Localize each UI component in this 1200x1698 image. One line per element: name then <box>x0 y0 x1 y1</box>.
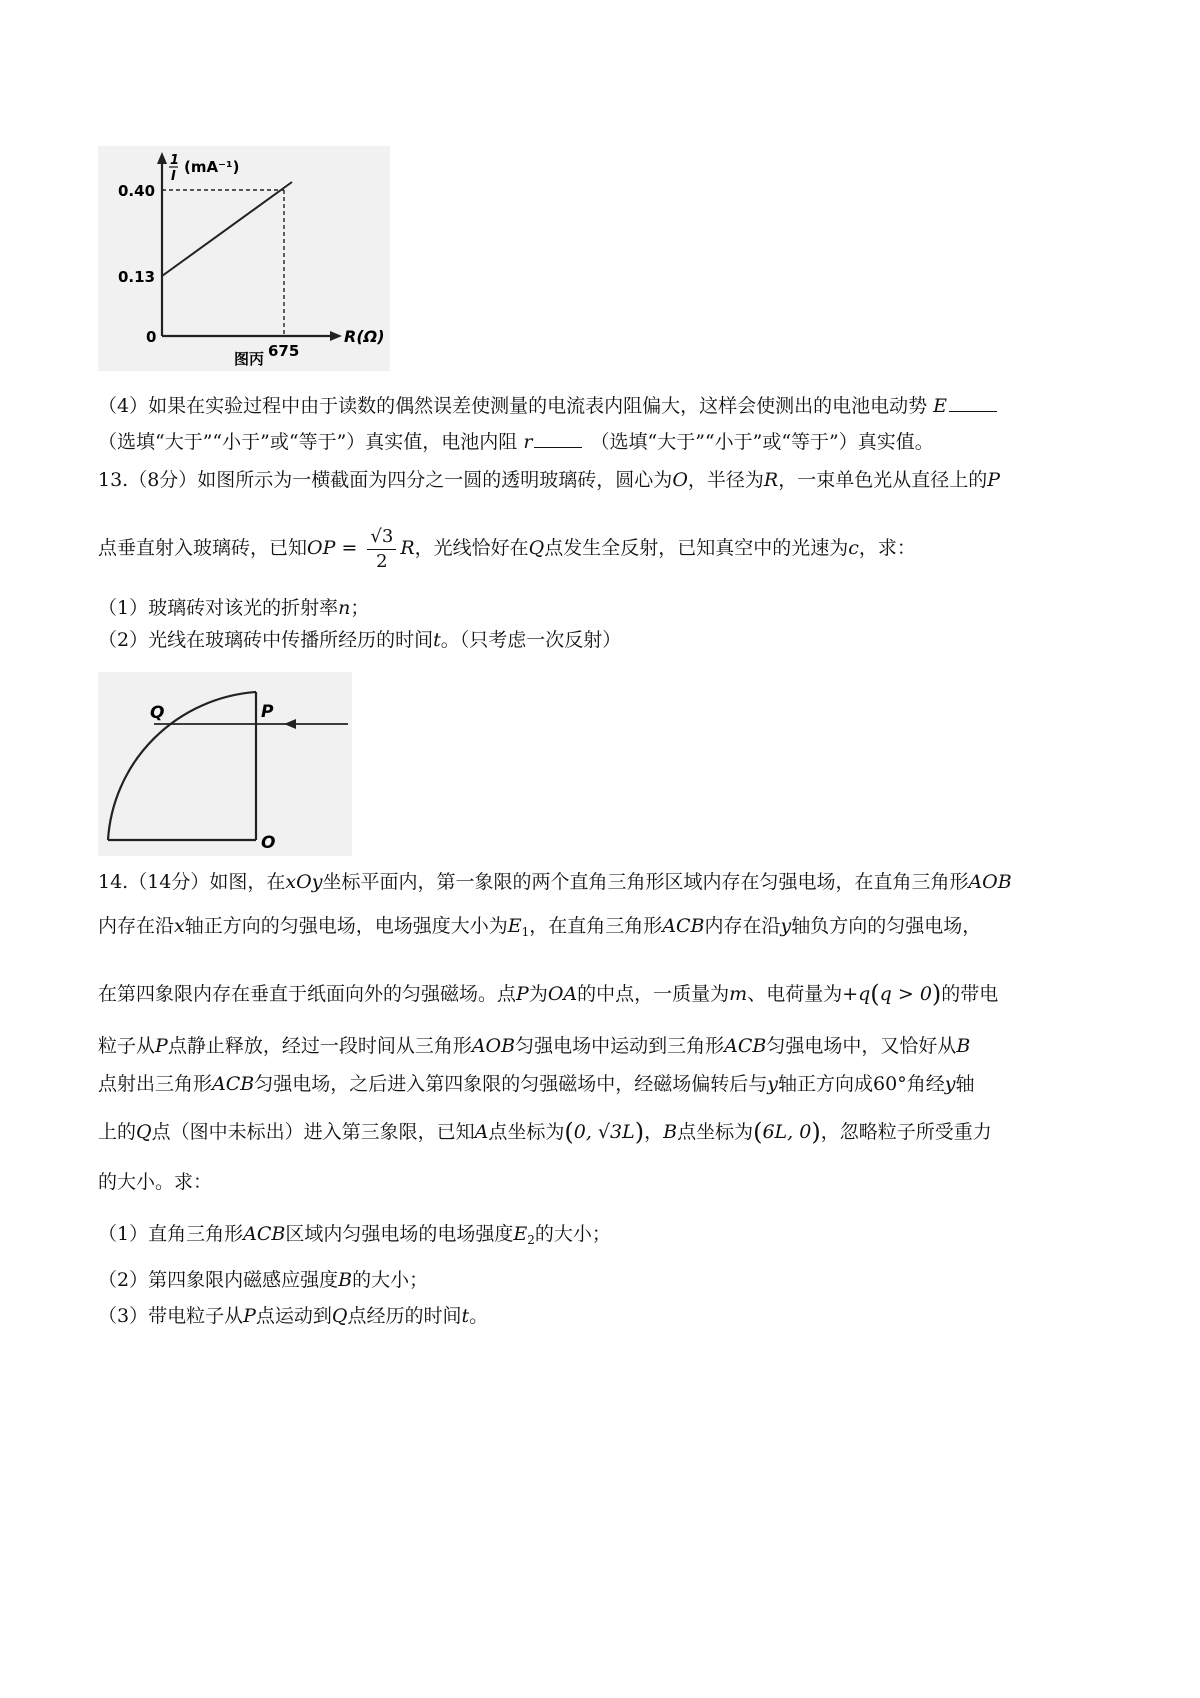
y-axis-arrow <box>157 152 167 164</box>
q14-line7: 的大小。求： <box>98 1171 213 1193</box>
figure-caption: 图丙 <box>234 350 265 368</box>
inverse-current-vs-resistance-graph <box>98 146 390 371</box>
q12-part4-line1: （4）如果在实验过程中由于读数的偶然误差使测量的电流表内阻偏大，这样会使测出的电池电动势 E <box>98 392 999 420</box>
glass-brick-figure <box>98 672 352 856</box>
q14-line1: 14.（14分）如图，在xOy坐标平面内，第一象限的两个直角三角形区域内存在匀强电场，在直角三角形AOB <box>98 871 1012 893</box>
q14-sub1: （1）直角三角形ACB区域内匀强电场的电场强度$E_2$的大小； <box>98 1223 611 1247</box>
y-tick-top: 0.40 <box>118 182 156 200</box>
y-axis-frac-den: I <box>171 169 176 184</box>
ray-arrow <box>284 719 296 729</box>
y-axis-frac-num: 1 <box>170 153 180 168</box>
q14-sub3: （3）带电粒子从P点运动到Q点经历的时间t。 <box>98 1305 489 1327</box>
q14-line6: 上的Q点（图中未标出）进入第三象限，已知A点坐标为(0, √3L)，B点坐标为(6L, 0)，忽略粒子所受重力 <box>98 1118 992 1146</box>
x-axis-label: R(Ω) <box>344 327 385 346</box>
label-P: P <box>261 702 274 722</box>
q14-sub2: （2）第四象限内磁感应强度B的大小； <box>98 1269 429 1291</box>
origin-label: 0 <box>146 328 157 346</box>
q12-part4-line2: （选填“大于”“小于”或“等于”）真实值，电池内阻 r （选填“大于”“小于”或“等于”）真实值。 <box>98 431 934 453</box>
y-tick-mid: 0.13 <box>118 268 156 286</box>
q13-line2: 点垂直射入玻璃砖，已知OP = $\frac{√3}{2}$ R，光线恰好在Q点发生全反射，已知真空中的光速为c，求： <box>98 525 916 572</box>
quarter-circle-arc <box>108 692 256 840</box>
q14-line3: 在第四象限内存在垂直于纸面向外的匀强磁场。点P为OA的中点，一质量为m、电荷量为+q(q > 0)的带电 <box>98 980 999 1008</box>
graph-figure <box>98 146 390 371</box>
label-O: O <box>261 833 276 853</box>
q13-sub2: （2）光线在玻璃砖中传播所经历的时间t。（只考虑一次反射） <box>98 629 622 651</box>
y-axis-label: (mA⁻¹) <box>184 158 240 176</box>
answer-blank-r[interactable] <box>534 429 582 448</box>
x-tick: 675 <box>268 342 300 360</box>
quarter-circle-diagram <box>98 672 352 856</box>
q14-line4: 粒子从P点静止释放，经过一段时间从三角形AOB匀强电场中运动到三角形ACB匀强电场中，又恰好从B <box>98 1035 971 1057</box>
q13-sub1: （1）玻璃砖对该光的折射率n； <box>98 597 370 619</box>
fraction-sqrt3-over-2: $\frac{√3}{2}$ <box>367 525 396 574</box>
x-axis-arrow <box>330 331 342 341</box>
data-line <box>162 182 292 276</box>
answer-blank-E[interactable] <box>949 393 997 412</box>
q14-line2: 内存在沿x轴正方向的匀强电场，电场强度大小为$E_1$，在直角三角形ACB内存在沿y轴负方向的匀强电场， <box>98 915 982 939</box>
q13-heading: 13.（8分）如图所示为一横截面为四分之一圆的透明玻璃砖，圆心为O，半径为R，一束单色光从直径上的P <box>98 469 1001 491</box>
q14-line5: 点射出三角形ACB匀强电场，之后进入第四象限的匀强磁场中，经磁场偏转后与y轴正方向成60°角经y轴 <box>98 1073 975 1095</box>
label-Q: Q <box>150 703 165 723</box>
